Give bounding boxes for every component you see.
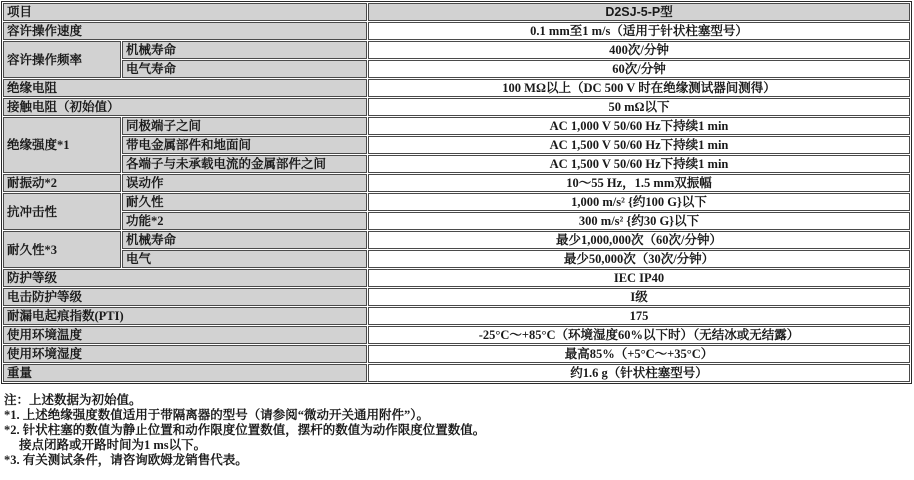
spec-row-value: 1,000 m/s² {约100 G}以下 [368, 193, 910, 211]
spec-row-sublabel: 同极端子之间 [122, 117, 367, 135]
spec-row-value: AC 1,500 V 50/60 Hz下持续1 min [368, 155, 910, 173]
spec-row-label: 接触电阻（初始值） [3, 98, 367, 116]
spec-row-value: AC 1,500 V 50/60 Hz下持续1 min [368, 136, 910, 154]
spec-row-label: 防护等级 [3, 269, 367, 287]
spec-row-value: 300 m/s² {约30 G}以下 [368, 212, 910, 230]
spec-row-label: 绝缘强度*1 [3, 117, 121, 173]
note-line: *3. 有关测试条件，请咨询欧姆龙销售代表。 [4, 453, 248, 467]
table-row [3, 212, 910, 230]
table-row [3, 269, 910, 287]
spec-row-value: 50 mΩ以下 [368, 98, 910, 116]
spec-row-sublabel: 各端子与未承载电流的金属部件之间 [122, 155, 367, 173]
table-row [3, 326, 910, 344]
note-line: 接点闭路或开路时间为1 ms以下。 [19, 438, 207, 452]
spec-row-value: -25°C～+85°C（环境湿度60%以下时）（无结冰或无结露） [368, 326, 910, 344]
table-row [3, 364, 910, 382]
note-line: 注：上述数据为初始值。 [4, 393, 142, 407]
table-row [3, 307, 910, 325]
table-row [3, 98, 910, 116]
table-row [3, 193, 910, 211]
spec-row-label: 使用环境温度 [3, 326, 367, 344]
table-row [3, 22, 910, 40]
spec-row-label: 耐久性*3 [3, 231, 121, 268]
table-row [3, 155, 910, 173]
table-row [3, 288, 910, 306]
note-line: *2. 针状柱塞的数值为静止位置和动作限度位置数值，摆杆的数值为动作限度位置数值。 [4, 423, 486, 437]
spec-row-label: 容许操作速度 [3, 22, 367, 40]
spec-table [1, 1, 912, 384]
note-line: *1. 上述绝缘强度数值适用于带隔离器的型号（请参阅“微动开关通用附件”）。 [4, 408, 430, 422]
spec-row-label: 耐漏电起痕指数(PTI) [3, 307, 367, 325]
spec-row-label: 耐振动*2 [3, 174, 121, 192]
spec-row-label: 绝缘电阻 [3, 79, 367, 97]
spec-row-value: AC 1,000 V 50/60 Hz下持续1 min [368, 117, 910, 135]
spec-row-value: 0.1 mm至1 m/s（适用于针状柱塞型号） [368, 22, 910, 40]
spec-row-sublabel: 机械寿命 [122, 41, 367, 59]
spec-row-value: 175 [368, 307, 910, 325]
table-row [3, 345, 910, 363]
spec-row-label: 使用环境湿度 [3, 345, 367, 363]
spec-row-value: 100 MΩ以上（DC 500 V 时在绝缘测试器间测得） [368, 79, 910, 97]
spec-row-label: 抗冲击性 [3, 193, 121, 230]
table-row [3, 174, 910, 192]
spec-row-sublabel: 误动作 [122, 174, 367, 192]
table-row [3, 60, 910, 78]
table-row [3, 79, 910, 97]
spec-row-value: 约1.6 g（针状柱塞型号） [368, 364, 910, 382]
spec-row-sublabel: 电气 [122, 250, 367, 268]
spec-row-sublabel: 电气寿命 [122, 60, 367, 78]
spec-row-value: 最少1,000,000次（60次/分钟） [368, 231, 910, 249]
table-row [3, 136, 910, 154]
spec-row-sublabel: 机械寿命 [122, 231, 367, 249]
spec-row-value: 10～55 Hz，1.5 mm双振幅 [368, 174, 910, 192]
column-header-item: 项目 [3, 3, 367, 21]
spec-row-label: 电击防护等级 [3, 288, 367, 306]
footnotes [1, 393, 913, 468]
spec-row-value: 400次/分钟 [368, 41, 910, 59]
table-row [3, 231, 910, 249]
spec-row-value: IEC IP40 [368, 269, 910, 287]
spec-row-label: 容许操作频率 [3, 41, 121, 78]
table-row [3, 250, 910, 268]
spec-row-value: 最高85%（+5°C～+35°C） [368, 345, 910, 363]
spec-row-label: 重量 [3, 364, 367, 382]
spec-row-sublabel: 耐久性 [122, 193, 367, 211]
spec-row-sublabel: 带电金属部件和地面间 [122, 136, 367, 154]
table-row [3, 41, 910, 59]
spec-row-value: I级 [368, 288, 910, 306]
spec-row-value: 60次/分钟 [368, 60, 910, 78]
table-row [3, 117, 910, 135]
table-row [3, 3, 910, 21]
column-header-model: D2SJ-5-P型 [368, 3, 910, 21]
spec-row-sublabel: 功能*2 [122, 212, 367, 230]
spec-row-value: 最少50,000次（30次/分钟） [368, 250, 910, 268]
